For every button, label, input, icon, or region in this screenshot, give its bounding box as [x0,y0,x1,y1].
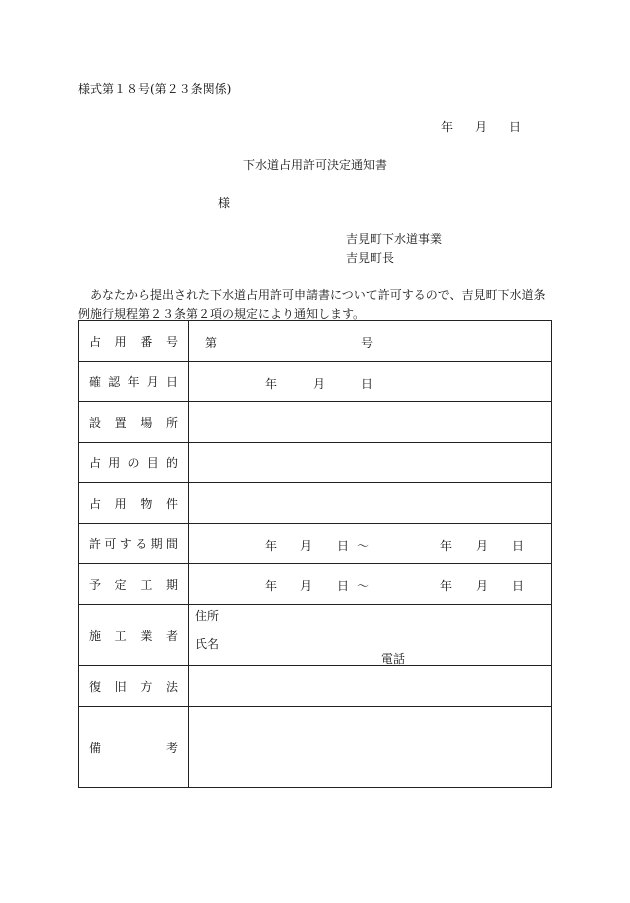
notice-body-text: あなたから提出された下水道占用許可申請書について許可するので、吉見町下水道条例施行規程第２３条第２項の規定により通知します。 [78,288,546,321]
row-installation-location [79,402,552,443]
row-confirmation-date [79,362,552,402]
field-remarks[interactable] [189,707,552,788]
contractor-name-label: 氏名 [195,637,220,651]
construction-end-day: 日 [512,579,525,593]
issue-date-month: 月 [475,120,488,134]
row-occupation-number [79,321,552,362]
construction-start-day: 日 [337,579,350,593]
label-restoration-method: 復旧方法 [89,679,178,694]
issuer-organization: 吉見町下水道事業 [346,232,443,246]
row-purpose [79,443,552,483]
field-restoration-method[interactable] [189,666,552,707]
label-permitted-period: 許可する期間 [89,537,178,551]
confirmation-year: 年 [265,377,278,391]
label-occupation-number: 占用番号 [89,334,178,349]
confirmation-month: 月 [313,377,326,391]
label-purpose: 占用の目的 [89,456,178,470]
row-occupied-objects [79,483,552,524]
construction-start-year: 年 [265,579,278,593]
period-start-month: 月 [300,539,313,553]
field-purpose[interactable] [189,443,552,483]
construction-end-month: 月 [476,579,489,593]
label-occupied-objects: 占用物件 [89,496,178,511]
row-scheduled-construction [79,564,552,605]
row-remarks [79,707,552,788]
period-start-day: 日 [337,539,350,553]
period-tilde: ～ [357,539,370,553]
row-contractor [79,605,552,666]
field-permitted-period[interactable] [189,524,552,564]
construction-end-year: 年 [440,579,453,593]
field-scheduled-construction[interactable] [189,564,552,605]
contractor-phone-label: 電話 [381,652,406,666]
period-end-day: 日 [512,539,525,553]
field-confirmation-date[interactable] [189,362,552,402]
label-scheduled-construction: 予定工期 [89,577,178,592]
period-start-year: 年 [265,539,278,553]
issue-date-day: 日 [509,120,522,134]
label-remarks: 備考 [89,740,178,755]
period-end-month: 月 [476,539,489,553]
field-installation-location[interactable] [189,402,552,443]
label-installation-location: 設置場所 [89,415,178,430]
document-title: 下水道占用許可決定通知書 [242,158,387,172]
permit-details-table [78,320,552,788]
issuer-title: 吉見町長 [346,251,395,265]
label-confirmation-date: 確認年月日 [89,375,178,389]
contractor-address-label: 住所 [195,609,220,623]
construction-start-month: 月 [300,579,313,593]
addressee-suffix: 様 [218,196,231,210]
field-contractor[interactable] [189,605,552,666]
form-number: 様式第１８号(第２３条関係) [78,82,232,96]
period-end-year: 年 [440,539,453,553]
row-restoration-method [79,666,552,707]
occupation-number-suffix: 号 [361,336,374,350]
occupation-number-prefix: 第 [205,336,218,350]
row-permitted-period [79,524,552,564]
issue-date [441,118,521,135]
field-occupation-number[interactable] [189,321,552,362]
issue-date-year: 年 [441,120,454,134]
label-contractor: 施工業者 [89,628,178,643]
field-occupied-objects[interactable] [189,483,552,524]
confirmation-day: 日 [361,377,374,391]
construction-tilde: ～ [357,579,370,593]
